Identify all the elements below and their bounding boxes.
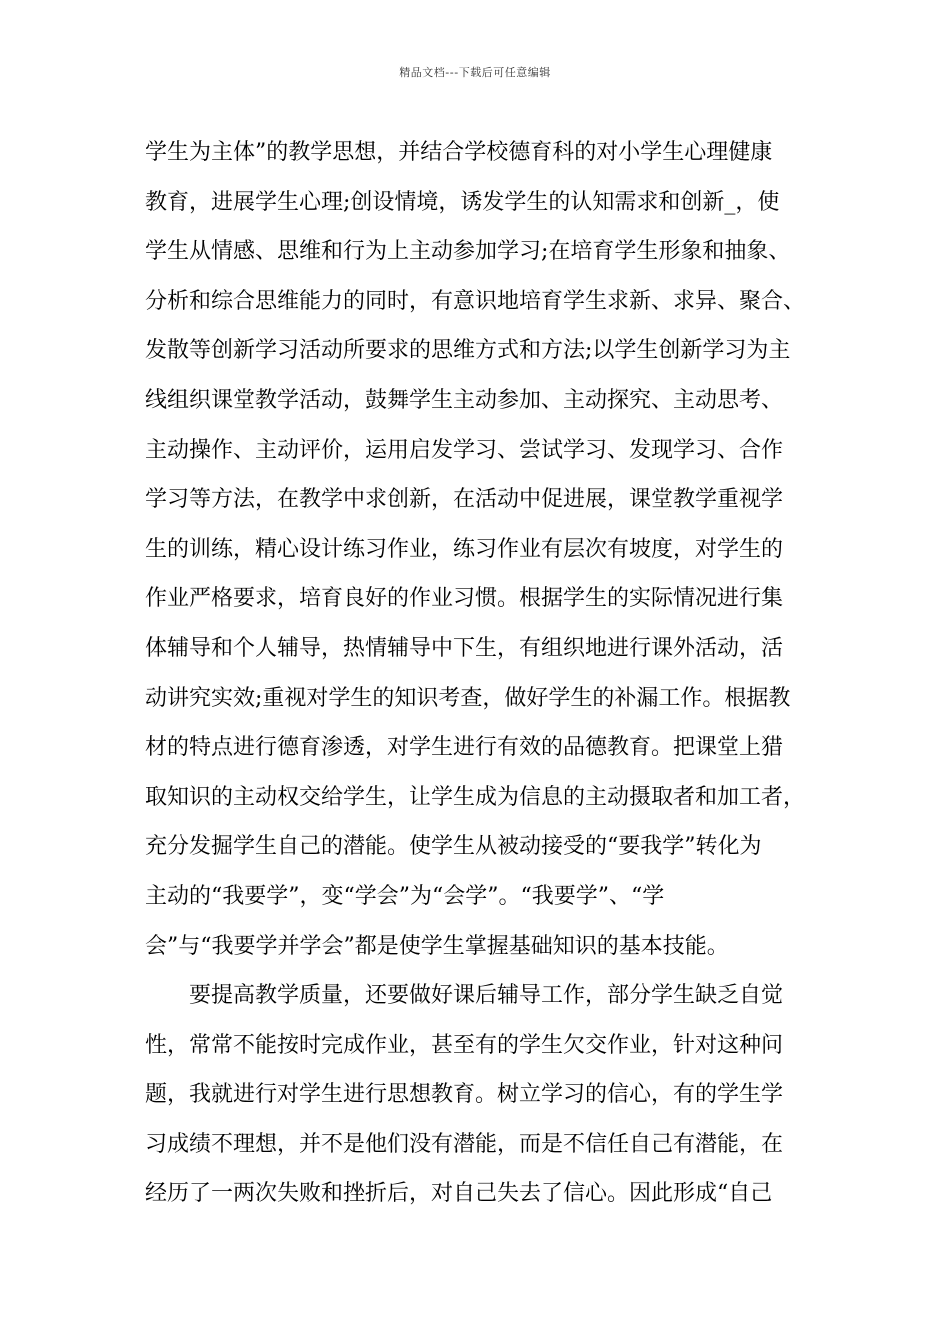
text-line: 性，常常不能按时完成作业，甚至有的学生欠交作业，针对这种问 — [145, 1032, 784, 1058]
text-line: 题，我就进行对学生进行思想教育。树立学习的信心，有的学生学 — [145, 1082, 784, 1108]
text-line: 教育，进展学生心理;创设情境，诱发学生的认知需求和创新_，使 — [145, 189, 780, 215]
text-line: 生的训练，精心设计练习作业，练习作业有层次有坡度，对学生的 — [145, 536, 784, 562]
text-line: 作业严格要求，培育良好的作业习惯。根据学生的实际情况进行集 — [145, 586, 784, 612]
text-line: 学生从情感、思维和行为上主动参加学习;在培育学生形象和抽象、 — [145, 239, 791, 265]
text-line: 线组织课堂教学活动，鼓舞学生主动参加、主动探究、主动思考、 — [145, 387, 784, 413]
text-line: 动讲究实效;重视对学生的知识考查，做好学生的补漏工作。根据教 — [145, 685, 791, 711]
text-line: 习成绩不理想，并不是他们没有潜能，而是不信任自己有潜能，在 — [145, 1131, 784, 1157]
text-line: 学习等方法，在教学中求创新，在活动中促进展，课堂教学重视学 — [145, 487, 784, 513]
text-line: 分析和综合思维能力的同时，有意识地培育学生求新、求异、聚合、 — [145, 288, 806, 314]
text-line: 材的特点进行德育渗透，对学生进行有效的品德教育。把课堂上猎 — [145, 735, 784, 761]
text-line: 体辅导和个人辅导，热情辅导中下生，有组织地进行课外活动，活 — [145, 635, 784, 661]
text-line: 主动操作、主动评价，运用启发学习、尝试学习、发现学习、合作 — [145, 437, 784, 463]
text-line: 充分发掘学生自己的潜能。使学生从被动接受的“要我学”转化为 — [145, 834, 762, 860]
text-line: 取知识的主动权交给学生，让学生成为信息的主动摄取者和加工者， — [145, 784, 806, 810]
text-line: 经历了一两次失败和挫折后，对自己失去了信心。因此形成“自己 — [145, 1181, 773, 1207]
text-line: 学生为主体”的教学思想，并结合学校德育科的对小学生心理健康 — [145, 140, 773, 165]
text-line: 主动的“我要学”，变“学会”为“会学”。“我要学”、“学 — [145, 883, 665, 909]
page-header: 精品文档---下载后可任意编辑 — [399, 66, 551, 79]
document-body — [145, 128, 825, 1219]
text-line: 会”与“我要学并学会”都是使学生掌握基础知识的基本技能。 — [145, 933, 729, 959]
text-line: 发散等创新学习活动所要求的思维方式和方法;以学生创新学习为主 — [145, 338, 791, 364]
text-line: 要提高教学质量，还要做好课后辅导工作，部分学生缺乏自觉 — [189, 983, 784, 1009]
